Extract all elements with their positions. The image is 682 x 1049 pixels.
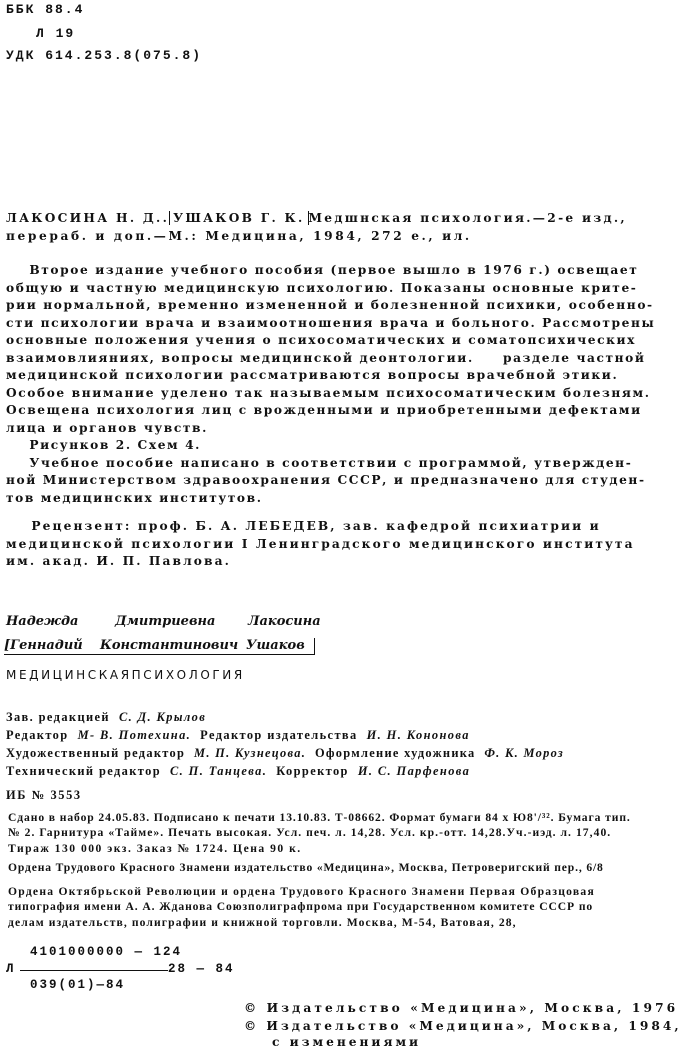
abstract-paragraph bbox=[6, 262, 656, 507]
credit-name: М. П. Кузнецова. bbox=[194, 746, 307, 760]
abstract-line: лица и органов чувств. bbox=[6, 420, 208, 435]
author2-underline bbox=[4, 654, 314, 655]
index-right: 28 — 84 bbox=[168, 962, 235, 976]
credit-name: М- В. Потехина. bbox=[77, 728, 192, 742]
print-info-line: Сдано в набор 24.05.83. Подписано к печати 13.10.83. Т-08662. Формат бумаги 84 х Ю8'/³². Бумага тип. bbox=[8, 811, 631, 824]
printer-line: Ордена Октябрьской Революции и ордена Трудового Красного Знамени Первая Образцовая bbox=[8, 885, 595, 898]
print-info-line: № 2. Гарнитура «Тайме». Печать высокая. Усл. печ. л. 14,28. Усл. кр.-отт. 14,28.Уч.-иэд. л. 17,40. bbox=[8, 826, 612, 840]
print-info bbox=[8, 810, 631, 856]
publisher-line bbox=[8, 860, 612, 875]
credit-label: Технический редактор bbox=[6, 764, 162, 778]
figures-count: Рисунков 2. Схем 4. bbox=[6, 438, 201, 452]
reviewer-line: Рецензент: проф. Б. А. ЛЕБЕДЕВ, зав. кафедрой психиатрии и bbox=[6, 519, 601, 533]
printer-line: типография имени А. А. Жданова Союзполиграфпрома при Государственном комитете СССР по bbox=[8, 900, 594, 914]
abstract-line: рии нормальной, временно измененной и болезненной психики, особенно- bbox=[6, 298, 654, 312]
abstract-line: взаимовлияниях, вопросы медицинской деонтологии. разделе частной bbox=[6, 350, 646, 365]
program-line: тов медицинских институтов. bbox=[6, 490, 263, 505]
reviewer-paragraph bbox=[6, 518, 635, 571]
reviewer-line: им. акад. И. П. Павлова. bbox=[6, 554, 231, 568]
author2-first: [Геннадий bbox=[4, 638, 83, 653]
book-title: МЕДИЦИНСКАЯПСИХОЛОГИЯ bbox=[6, 668, 245, 682]
program-line: ной Министерством здравоохранения СССР, и предназначено для студен- bbox=[6, 473, 646, 487]
author1-last: Лакосина bbox=[248, 614, 321, 629]
printer-line: делам издательств, полиграфии и книжной торговли. Москва, М-54, Ватовая, 28, bbox=[8, 915, 517, 929]
credit-name: С. П. Танцева. bbox=[170, 764, 268, 778]
author1-middle: Дмитриевна bbox=[115, 614, 216, 629]
citation-line-2: перераб. и доп.—М.: Медицина, 1984, 272 е., ил. bbox=[6, 229, 472, 243]
copyright-line-2: © Издательство «Медицина», Москва, 1984, bbox=[244, 1019, 682, 1033]
credit-line bbox=[6, 710, 206, 725]
ib-number: ИБ № 3553 bbox=[6, 788, 82, 802]
credit-line bbox=[6, 746, 564, 761]
credit-name: И. Н. Кононова bbox=[366, 728, 470, 742]
program-line: Учебное пособие написано в соответствии с программой, утвержден- bbox=[6, 455, 633, 470]
copyright-line-1: © Издательство «Медицина», Москва, 1976 bbox=[244, 1001, 679, 1015]
abstract-line: Особое внимание уделено так называемым психосоматическим болезням. bbox=[6, 385, 651, 400]
index-fraction-line bbox=[20, 970, 168, 971]
udk-code: УДК 614.253.8(075.8) bbox=[6, 48, 203, 63]
bbk-code: ББК 88.4 bbox=[6, 2, 85, 17]
credit-name: С. Д. Крылов bbox=[118, 710, 207, 724]
index-left: Л bbox=[6, 962, 16, 976]
abstract-line: медицинской психологии рассматриваются вопросы врачебной этики. bbox=[6, 368, 619, 382]
abstract-line: сти психологии врача и взаимоотношения врача и больного. Рассмотрены bbox=[6, 315, 656, 330]
abstract-line: Освещена психология лиц с врожденными и приобретенными дефектами bbox=[6, 403, 642, 417]
credit-label: Редактор издательства bbox=[200, 728, 358, 742]
abstract-line: основные положения учения о психосоматических и соматопсихических bbox=[6, 333, 637, 347]
copyright-line-3: с изменениями bbox=[272, 1035, 422, 1049]
credit-label: Художественный редактор bbox=[6, 746, 186, 760]
publisher-text: Ордена Трудового Красного Знамени издательство «Медицина», Москва, Петроверигский пер., 6/8 bbox=[8, 861, 604, 874]
citation-author: ЛАКОСИНА Н. Д.. bbox=[6, 211, 170, 225]
reviewer-line: медицинской психологии I Ленинградского медицинского института bbox=[6, 536, 635, 551]
credit-name: Ф. К. Мороз bbox=[484, 746, 565, 760]
index-top: 4101000000 — 124 bbox=[30, 945, 183, 959]
credit-label: Оформление художника bbox=[314, 746, 476, 760]
author2-bracket bbox=[314, 638, 315, 655]
credit-line bbox=[6, 728, 470, 743]
printer-info bbox=[8, 884, 612, 930]
print-info-line: Тираж 130 000 экз. Заказ № 1724. Цена 90 к. bbox=[8, 841, 302, 855]
index-bottom: 039(01)—84 bbox=[30, 978, 126, 992]
credit-line bbox=[6, 764, 470, 779]
credit-label: Зав. редакцией bbox=[6, 710, 110, 724]
author1-first: Надежда bbox=[6, 614, 79, 629]
citation-coauthor-box: УШАКОВ Г. К. bbox=[169, 211, 308, 225]
citation-title: Медшнская психология.—2-е изд., bbox=[308, 211, 627, 225]
citation-line-1 bbox=[6, 211, 627, 225]
abstract-line: Второе издание учебного пособия (первое вышло в 1976 г.) освещает bbox=[6, 263, 639, 277]
credit-name: И. С. Парфенова bbox=[357, 764, 471, 778]
l-code: Л 19 bbox=[36, 26, 76, 41]
credit-label: Редактор bbox=[6, 728, 69, 742]
author2-last: Ушаков bbox=[246, 638, 305, 653]
credit-label: Корректор bbox=[276, 764, 349, 778]
author2-middle: Константинович bbox=[100, 638, 239, 653]
abstract-line: общую и частную медицинскую психологию. Показаны основные крите- bbox=[6, 280, 638, 295]
